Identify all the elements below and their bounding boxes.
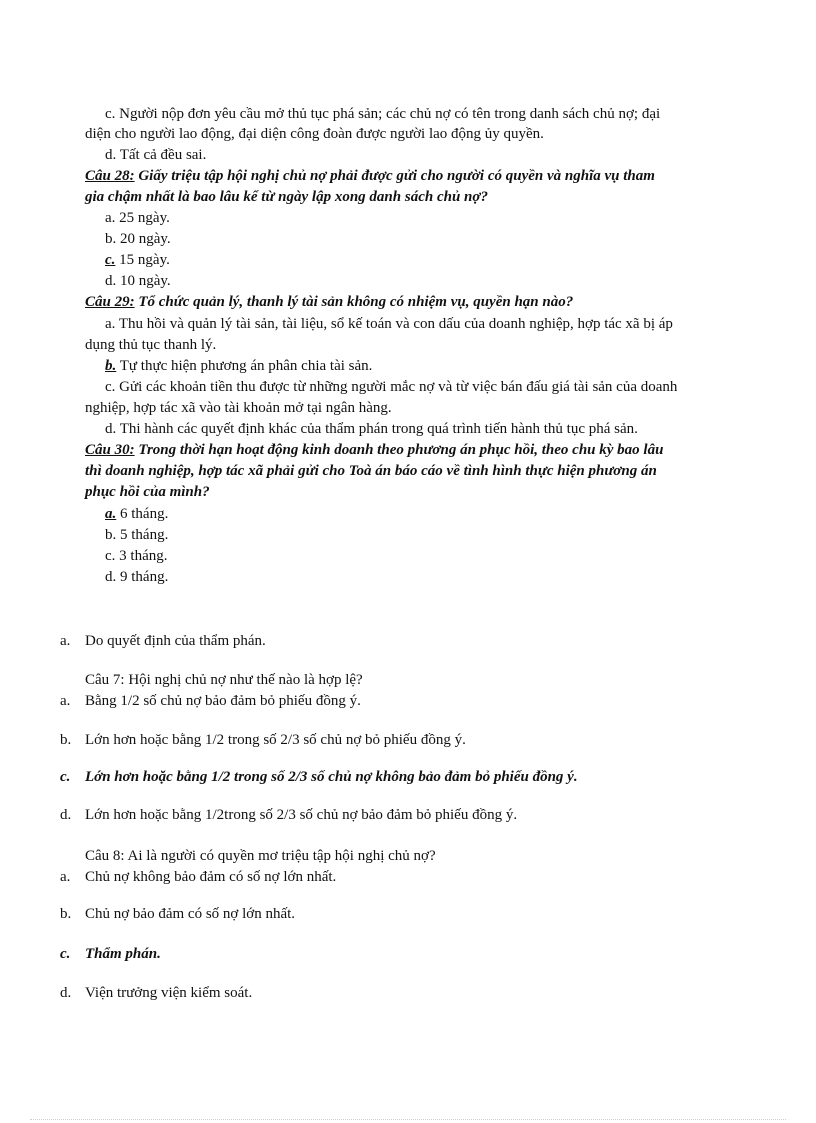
question-text: Ai là người có quyền mơ triệu tập hội nghị chủ nợ? bbox=[124, 848, 436, 864]
option-text: Tự thực hiện phương án phân chia tài sản. bbox=[116, 358, 373, 374]
question-label: Câu 7: bbox=[85, 672, 125, 688]
option-letter: a. bbox=[105, 506, 117, 522]
option-letter: b. bbox=[60, 732, 72, 748]
question-28-line-1 bbox=[85, 166, 655, 186]
option-letter: c. bbox=[60, 769, 71, 785]
option-letter: d. bbox=[105, 569, 117, 585]
option-text: Do quyết định của thẩm phán. bbox=[85, 633, 266, 649]
option-d: d. Tất cả đều sai. bbox=[105, 147, 207, 163]
q7-option-a bbox=[60, 691, 361, 711]
option-letter: a. bbox=[60, 693, 71, 709]
q8-option-a bbox=[60, 867, 337, 887]
option-text: 5 tháng. bbox=[120, 527, 169, 543]
q30-option-d bbox=[105, 567, 168, 587]
option-text: Lớn hơn hoặc bằng 1/2 trong số 2/3 số chủ nợ không bảo đảm bỏ phiếu đồng ý. bbox=[85, 769, 578, 785]
question-29 bbox=[85, 292, 573, 312]
option-text: Lớn hơn hoặc bằng 1/2trong số 2/3 số chủ nợ bảo đảm bỏ phiếu đồng ý. bbox=[85, 807, 518, 823]
question-7 bbox=[85, 670, 363, 690]
option-letter: a. bbox=[60, 633, 71, 649]
option-letter: b. bbox=[60, 906, 72, 922]
q28-option-c bbox=[105, 250, 170, 270]
question-30-line-2: thì doanh nghiệp, hợp tác xã phải gửi cho Toà án báo cáo về tình hình thực hiện phương án bbox=[85, 463, 657, 479]
option-c-line-2: diện cho người lao động, đại diện công đoàn được người lao động ủy quyền. bbox=[85, 126, 544, 142]
option-text: 10 ngày. bbox=[120, 273, 171, 289]
answer-a-first bbox=[60, 631, 266, 651]
q29-option-c-line-1: c. Gửi các khoản tiền thu được từ những người mắc nợ và từ việc bán đấu giá tài sản của doanh bbox=[105, 379, 678, 395]
option-text: 6 tháng. bbox=[120, 506, 169, 522]
q7-option-b bbox=[60, 730, 466, 750]
option-letter: c. bbox=[105, 548, 116, 564]
q29-option-b bbox=[105, 356, 372, 376]
page-bottom-divider bbox=[30, 1119, 786, 1120]
option-letter: a. bbox=[105, 210, 116, 226]
option-c-line-1: c. Người nộp đơn yêu cầu mở thủ tục phá sản; các chủ nợ có tên trong danh sách chủ nợ; đại bbox=[105, 106, 661, 122]
q28-option-d bbox=[105, 271, 171, 291]
q28-option-a bbox=[105, 208, 170, 228]
q29-option-a-line-2: dụng thủ tục thanh lý. bbox=[85, 337, 217, 353]
option-letter: d. bbox=[60, 807, 72, 823]
question-text: Trong thời hạn hoạt động kinh doanh theo phương án phục hồi, theo chu kỳ bao lâu bbox=[134, 442, 664, 458]
question-text: Tổ chức quản lý, thanh lý tài sản không có nhiệm vụ, quyền hạn nào? bbox=[134, 294, 574, 310]
option-letter: b. bbox=[105, 358, 117, 374]
question-label: Câu 29: bbox=[85, 294, 135, 310]
option-text: 25 ngày. bbox=[119, 210, 170, 226]
question-text: Hội nghị chủ nợ như thế nào là hợp lệ? bbox=[124, 672, 363, 688]
q7-option-c bbox=[60, 767, 578, 787]
q30-option-c bbox=[105, 546, 168, 566]
q8-option-d bbox=[60, 983, 253, 1003]
option-text: Thẩm phán. bbox=[85, 946, 161, 962]
option-letter: c. bbox=[105, 252, 116, 268]
question-30-line-3: phục hồi của mình? bbox=[85, 484, 210, 500]
option-text: 9 tháng. bbox=[120, 569, 169, 585]
question-28-line-2: gia chậm nhất là bao lâu kể từ ngày lập xong danh sách chủ nợ? bbox=[85, 189, 488, 205]
option-text: Bằng 1/2 số chủ nợ bảo đảm bỏ phiếu đồng ý. bbox=[85, 693, 361, 709]
option-text: Lớn hơn hoặc bằng 1/2 trong số 2/3 số chủ nợ bỏ phiếu đồng ý. bbox=[85, 732, 466, 748]
q30-option-a bbox=[105, 504, 168, 524]
question-label: Câu 28: bbox=[85, 168, 135, 184]
q8-option-b bbox=[60, 904, 296, 924]
option-text: Chủ nợ không bảo đảm có số nợ lớn nhất. bbox=[85, 869, 337, 885]
question-30-line-1 bbox=[85, 440, 663, 460]
q29-option-d: d. Thi hành các quyết định khác của thẩm phán trong quá trình tiến hành thủ tục phá sản. bbox=[105, 421, 638, 437]
question-label: Câu 8: bbox=[85, 848, 125, 864]
option-letter: a. bbox=[60, 869, 71, 885]
option-text: 15 ngày. bbox=[119, 252, 170, 268]
question-label: Câu 30: bbox=[85, 442, 135, 458]
q29-option-c-line-2: nghiệp, hợp tác xã vào tài khoản mở tại ngân hàng. bbox=[85, 400, 392, 416]
option-letter: d. bbox=[60, 985, 72, 1001]
q30-option-b bbox=[105, 525, 168, 545]
option-letter: d. bbox=[105, 273, 117, 289]
option-letter: b. bbox=[105, 231, 117, 247]
q28-option-b bbox=[105, 229, 171, 249]
question-text: Giấy triệu tập hội nghị chủ nợ phải được gửi cho người có quyền và nghĩa vụ tham bbox=[134, 168, 655, 184]
q29-option-a-line-1: a. Thu hồi và quản lý tài sản, tài liệu, sổ kế toán và con dấu của doanh nghiệp, hợp tác xã bị áp bbox=[105, 316, 673, 332]
option-letter: c. bbox=[60, 946, 71, 962]
q7-option-d bbox=[60, 805, 518, 825]
option-letter: b. bbox=[105, 527, 117, 543]
option-text: 20 ngày. bbox=[120, 231, 171, 247]
option-text: Viện trưởng viện kiểm soát. bbox=[85, 985, 253, 1001]
option-text: Chủ nợ bảo đảm có số nợ lớn nhất. bbox=[85, 906, 296, 922]
option-text: 3 tháng. bbox=[119, 548, 168, 564]
question-8 bbox=[85, 846, 436, 866]
q8-option-c bbox=[60, 944, 161, 964]
